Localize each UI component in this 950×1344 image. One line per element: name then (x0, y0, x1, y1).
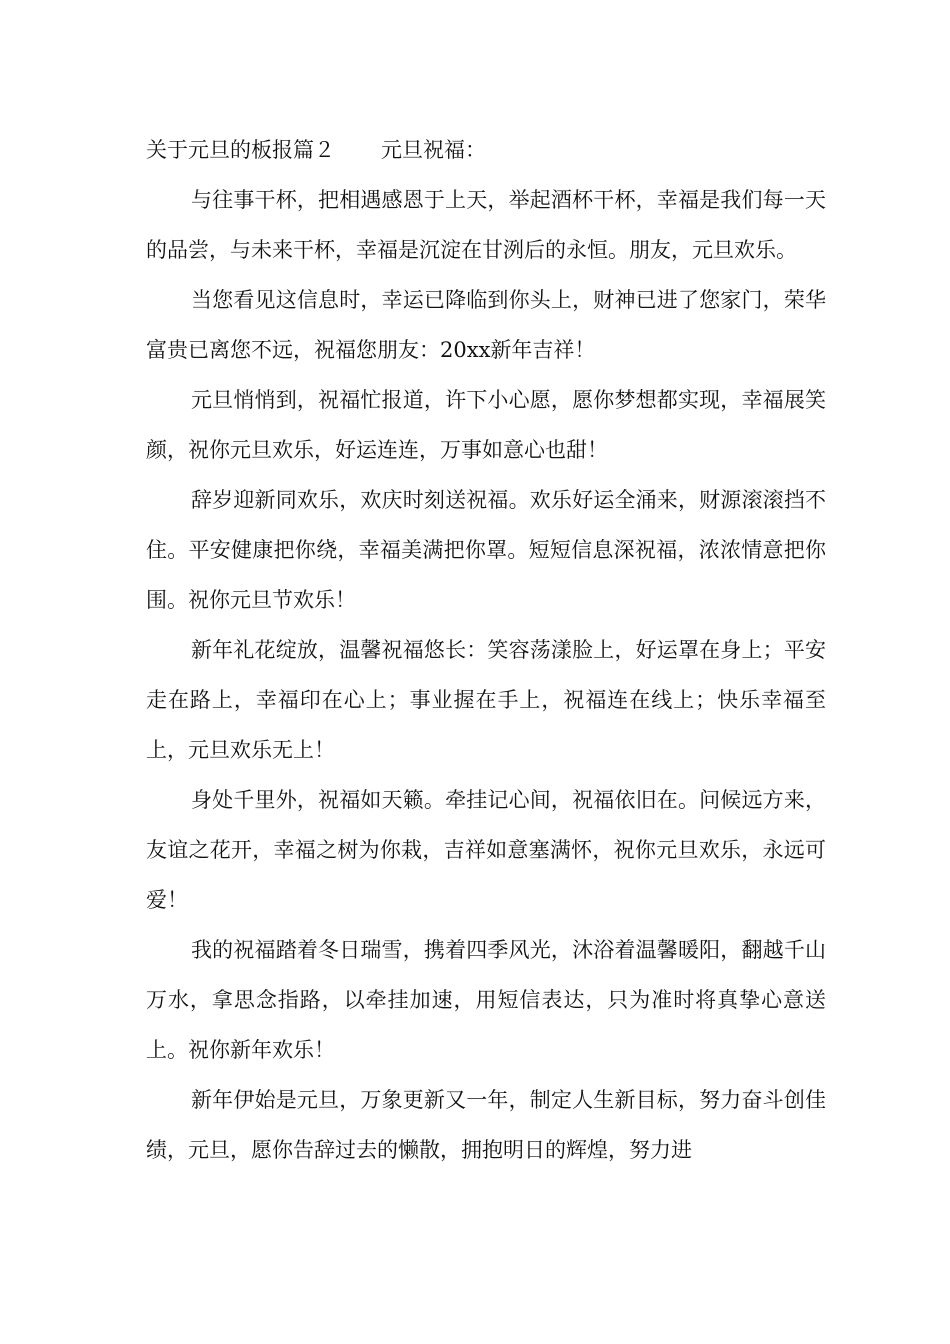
paragraph-4: 辞岁迎新同欢乐，欢庆时刻送祝福。欢乐好运全涌来，财源滚滚挡不住。平安健康把你绕，幸福美满把你罩。短短信息深祝福，浓浓情意把你围。祝你元旦节欢乐！ (146, 488, 826, 612)
paragraph-3: 元旦悄悄到，祝福忙报道，许下小心愿，愿你梦想都实现，幸福展笑颜，祝你元旦欢乐，好运连连，万事如意心也甜！ (146, 388, 826, 462)
paragraph-7: 我的祝福踏着冬日瑞雪，携着四季风光，沐浴着温馨暖阳，翻越千山万水，拿思念指路，以牵挂加速，用短信表达，只为准时将真挚心意送上。祝你新年欢乐！ (146, 938, 826, 1062)
paragraph-8: 新年伊始是元旦，万象更新又一年，制定人生新目标，努力奋斗创佳绩，元旦，愿你告辞过去的懒散，拥抱明日的辉煌，努力进 (146, 1088, 826, 1162)
paragraph-1: 与往事干杯，把相遇感恩于上天，举起酒杯干杯，幸福是我们每一天的品尝，与未来干杯，幸福是沉淀在甘洌后的永恒。朋友，元旦欢乐。 (146, 188, 826, 262)
heading-line (146, 125, 826, 175)
paragraph-5: 新年礼花绽放，温馨祝福悠长：笑容荡漾脸上，好运罩在身上；平安走在路上，幸福印在心上；事业握在手上，祝福连在线上；快乐幸福至上，元旦欢乐无上！ (146, 638, 826, 762)
document-title: 关于元旦的板报篇２ (146, 138, 335, 162)
paragraph-2: 当您看见这信息时，幸运已降临到你头上，财神已进了您家门，荣华富贵已离您不远，祝福您朋友：20xx新年吉祥！ (146, 288, 826, 362)
document-body (146, 125, 826, 1175)
paragraph-6: 身处千里外，祝福如天籁。牵挂记心间，祝福依旧在。问候远方来，友谊之花开，幸福之树为你栽，吉祥如意塞满怀，祝你元旦欢乐，永远可爱！ (146, 788, 826, 912)
section-subtitle: 元旦祝福： (381, 138, 486, 162)
